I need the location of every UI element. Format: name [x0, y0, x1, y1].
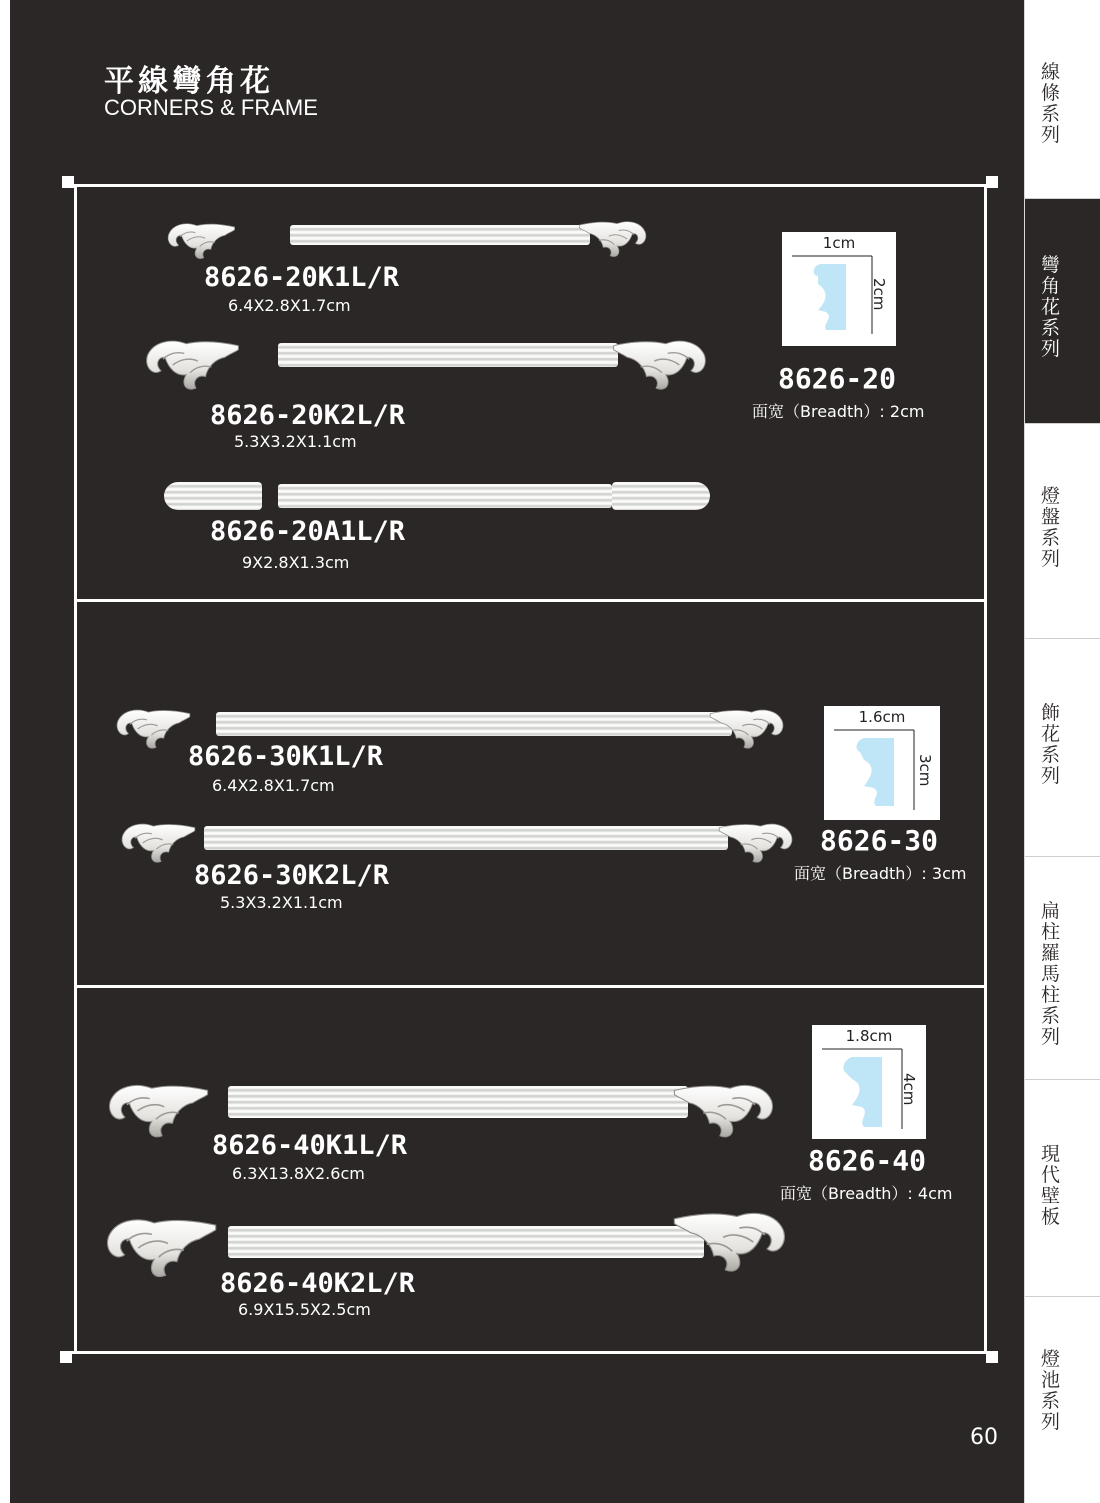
sidebar-tab-ceiling-recess[interactable]	[1025, 1297, 1100, 1503]
ornament-right	[700, 706, 794, 752]
product-code: 8626-20K1L/R	[204, 262, 400, 293]
product-dimensions: 5.3X3.2X1.1cm	[220, 893, 343, 912]
sidebar-tab-label: 飾花系列	[1041, 702, 1061, 787]
profile-diagram	[824, 706, 940, 820]
profile-code: 8626-30	[820, 824, 939, 857]
profile-height-label: 2cm	[870, 278, 888, 311]
profile-diagram	[782, 232, 896, 346]
product-dimensions: 6.3X13.8X2.6cm	[232, 1164, 365, 1183]
product-dimensions: 5.3X3.2X1.1cm	[234, 432, 357, 451]
ornament-right	[672, 1202, 788, 1282]
ornament-right	[572, 218, 654, 260]
sidebar-tab-label: 現代壁板	[1041, 1143, 1061, 1228]
ornament-left	[160, 220, 242, 262]
profile-breadth: 面宽（Breadth）: 2cm	[752, 402, 925, 421]
sidebar-tab-label: 扁柱羅馬柱系列	[1041, 900, 1061, 1048]
sidebar-tab-pilasters[interactable]	[1025, 857, 1100, 1080]
profile-width-label: 1.6cm	[858, 708, 906, 726]
ornament-right	[708, 820, 804, 866]
product-code: 8626-30K2L/R	[194, 860, 390, 891]
frame-left-line	[74, 186, 77, 1352]
product-dimensions: 6.9X15.5X2.5cm	[238, 1300, 371, 1319]
page-number: 60	[970, 1425, 998, 1450]
frame-divider-2	[74, 985, 986, 988]
molding-rod	[278, 484, 612, 508]
profile-height-label: 3cm	[916, 754, 934, 787]
profile-code: 8626-40	[808, 1144, 927, 1177]
page-title: 平線彎角花	[104, 64, 274, 99]
frame-corner-bl	[60, 1351, 72, 1363]
molding-rod	[290, 225, 590, 245]
profile-code: 8626-20	[778, 362, 897, 395]
ornament-left	[100, 1080, 216, 1142]
rounded-end-left	[164, 482, 262, 510]
sidebar-tab-label: 燈盤系列	[1041, 485, 1061, 570]
rounded-end-right	[612, 482, 710, 510]
sidebar-tab-wall-panels[interactable]	[1025, 1080, 1100, 1297]
sidebar-tab-label: 線條系列	[1041, 61, 1061, 146]
sidebar-tab-label: 燈池系列	[1041, 1348, 1061, 1433]
product-code: 8626-20A1L/R	[210, 516, 406, 547]
sidebar-tab-ornaments[interactable]	[1025, 639, 1100, 857]
molding-rod	[228, 1086, 688, 1118]
sidebar-tab-lines[interactable]	[1025, 0, 1100, 199]
profile-width-label: 1.8cm	[845, 1027, 893, 1045]
category-sidebar	[1024, 0, 1100, 1503]
molding-rod	[278, 343, 618, 367]
frame-divider-1	[74, 599, 986, 602]
molding-rod	[228, 1226, 704, 1258]
product-dimensions: 6.4X2.8X1.7cm	[212, 776, 335, 795]
ornament-right	[666, 1080, 782, 1142]
ornament-left	[110, 820, 206, 866]
frame-right-line	[984, 186, 987, 1352]
ornament-right	[598, 336, 722, 394]
page-left-edge	[0, 0, 10, 1503]
profile-breadth: 面宽（Breadth）: 4cm	[780, 1184, 953, 1203]
sidebar-tab-corners[interactable]	[1025, 199, 1100, 424]
product-dimensions: 6.4X2.8X1.7cm	[228, 296, 351, 315]
profile-diagram	[812, 1025, 926, 1139]
profile-width-label: 1cm	[822, 234, 856, 252]
sidebar-tab-ceiling-discs[interactable]	[1025, 424, 1100, 639]
sidebar-tab-label: 彎角花系列	[1041, 254, 1061, 360]
frame-top-line	[68, 184, 992, 187]
product-dimensions: 9X2.8X1.3cm	[242, 553, 350, 572]
molding-rod	[204, 826, 728, 850]
ornament-left	[130, 336, 254, 394]
ornament-left	[106, 706, 200, 752]
frame-corner-tl	[62, 176, 74, 188]
product-code: 8626-20K2L/R	[210, 400, 406, 431]
product-code: 8626-40K2L/R	[220, 1268, 416, 1299]
profile-breadth: 面宽（Breadth）: 3cm	[794, 864, 967, 883]
frame-corner-br	[986, 1351, 998, 1363]
frame-bottom-line	[66, 1351, 992, 1354]
molding-rod	[216, 712, 732, 736]
ornament-left	[104, 1208, 218, 1288]
page-subtitle: CORNERS & FRAME	[104, 95, 318, 120]
product-code: 8626-30K1L/R	[188, 741, 384, 772]
profile-height-label: 4cm	[900, 1073, 918, 1106]
frame-corner-tr	[986, 176, 998, 188]
product-code: 8626-40K1L/R	[212, 1130, 408, 1161]
